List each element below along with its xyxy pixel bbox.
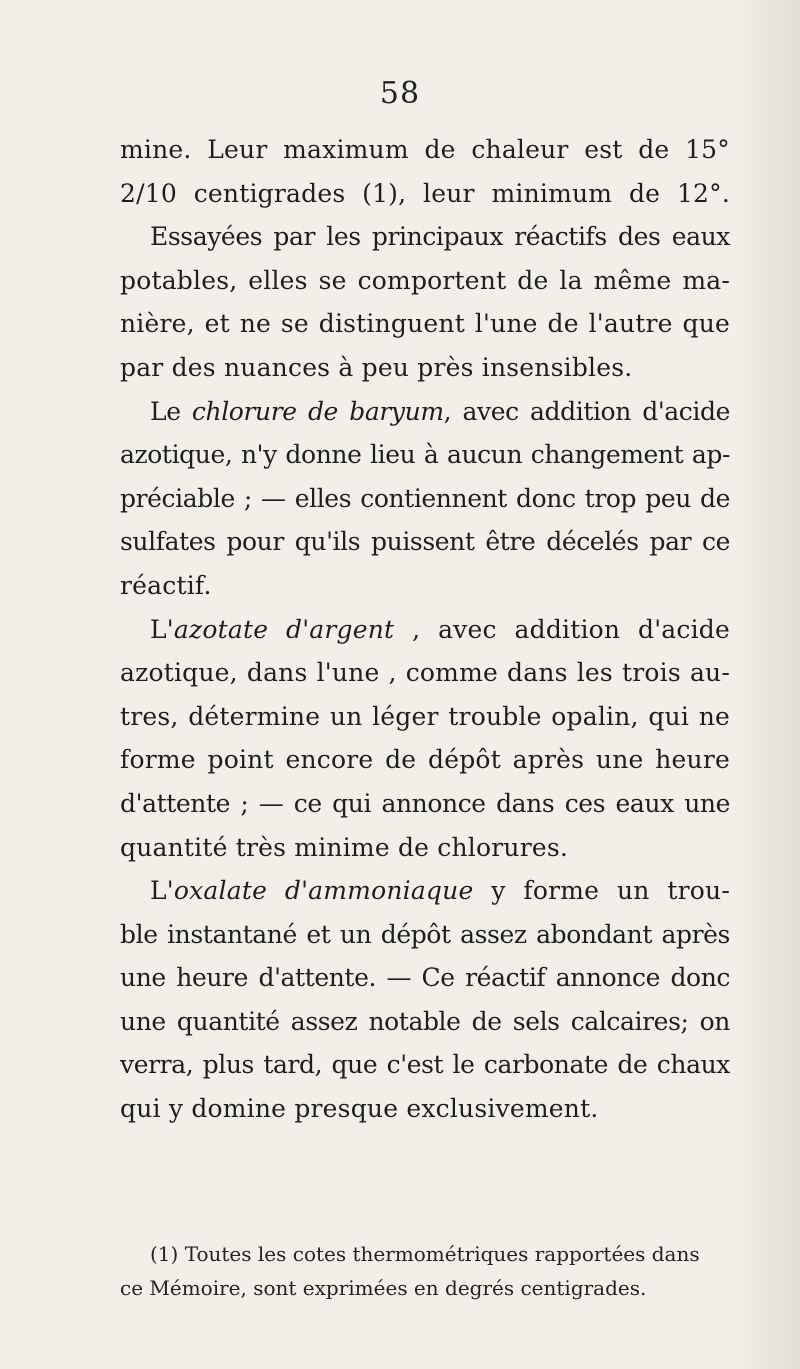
text-run: qui y domine presque exclusivement. — [120, 1094, 599, 1124]
text-line — [120, 608, 730, 652]
text-run: une heure d'attente. — Ce réactif annonce donc — [120, 963, 730, 993]
text-line — [120, 738, 730, 782]
text-line — [120, 1087, 730, 1131]
text-run: tres, détermine un léger trouble opalin, qui ne — [120, 701, 730, 731]
text-run: quantité très minime de chlorures. — [120, 832, 569, 862]
text-run: potables, elles se comportent de la même ma- — [120, 265, 730, 295]
text-run: réactif. — [120, 570, 212, 600]
text-line — [120, 215, 730, 259]
text-run: sulfates pour qu'ils puissent être décelés par ce — [120, 527, 730, 557]
text-run: y forme un trou- — [473, 876, 730, 906]
text-line — [120, 433, 730, 477]
text-line — [120, 520, 730, 564]
text-line — [120, 564, 730, 608]
text-run: azotique, dans l'une , comme dans les trois au- — [120, 658, 730, 688]
text-line — [120, 695, 730, 739]
text-line — [120, 172, 730, 216]
text-run: préciable ; — elles contiennent donc trop peu de — [120, 483, 730, 513]
footnote-line: (1) Toutes les cotes thermométriques rapportées dans — [150, 1242, 700, 1266]
footnote-line: ce Mémoire, sont exprimées en degrés centigrades. — [120, 1276, 647, 1300]
text-run: par des nuances à peu près insensibles. — [120, 352, 633, 382]
text-line — [120, 346, 730, 390]
text-line — [120, 477, 730, 521]
text-line — [120, 259, 730, 303]
text-run: L' — [150, 876, 174, 906]
text-run: , avec addition d'acide — [394, 614, 730, 644]
reagent-name: azotate d'argent — [173, 614, 395, 644]
text-run: d'attente ; — ce qui annonce dans ces eaux une — [120, 788, 730, 818]
text-line — [120, 913, 730, 957]
body-text — [120, 128, 730, 1131]
text-line — [120, 651, 730, 695]
reagent-name: chlorure de baryum — [191, 396, 444, 426]
reagent-name: oxalate d'ammoniaque — [173, 876, 474, 906]
text-line — [120, 782, 730, 826]
text-run: une quantité assez notable de sels calcaires; on — [120, 1006, 730, 1036]
text-line — [120, 1000, 730, 1044]
text-line — [120, 826, 730, 870]
text-run: nière, et ne se distinguent l'une de l'autre que — [120, 309, 730, 339]
text-run: forme point encore de dépôt après une heure — [120, 745, 730, 775]
text-run: Le — [150, 396, 192, 426]
text-run: verra, plus tard, que c'est le carbonate de chaux — [120, 1050, 730, 1080]
text-run: azotique, n'y donne lieu à aucun changement ap- — [120, 440, 730, 470]
text-run: mine. Leur maximum de chaleur est de 15° — [120, 135, 730, 164]
text-run: Essayées par les principaux réactifs des eaux — [150, 222, 730, 252]
text-line — [120, 956, 730, 1000]
text-run: , avec addition d'acide — [443, 396, 730, 426]
text-run: L' — [150, 614, 174, 644]
text-line — [120, 302, 730, 346]
footnote — [120, 1237, 730, 1305]
text-run: 2/10 centigrades (1), leur minimum de 12°. — [120, 178, 730, 208]
text-line — [120, 128, 730, 172]
text-line — [120, 869, 730, 913]
text-run: ble instantané et un dépôt assez abondant après — [120, 919, 730, 949]
text-line — [120, 390, 730, 434]
text-line — [120, 1043, 730, 1087]
page-number: 58 — [379, 76, 421, 111]
